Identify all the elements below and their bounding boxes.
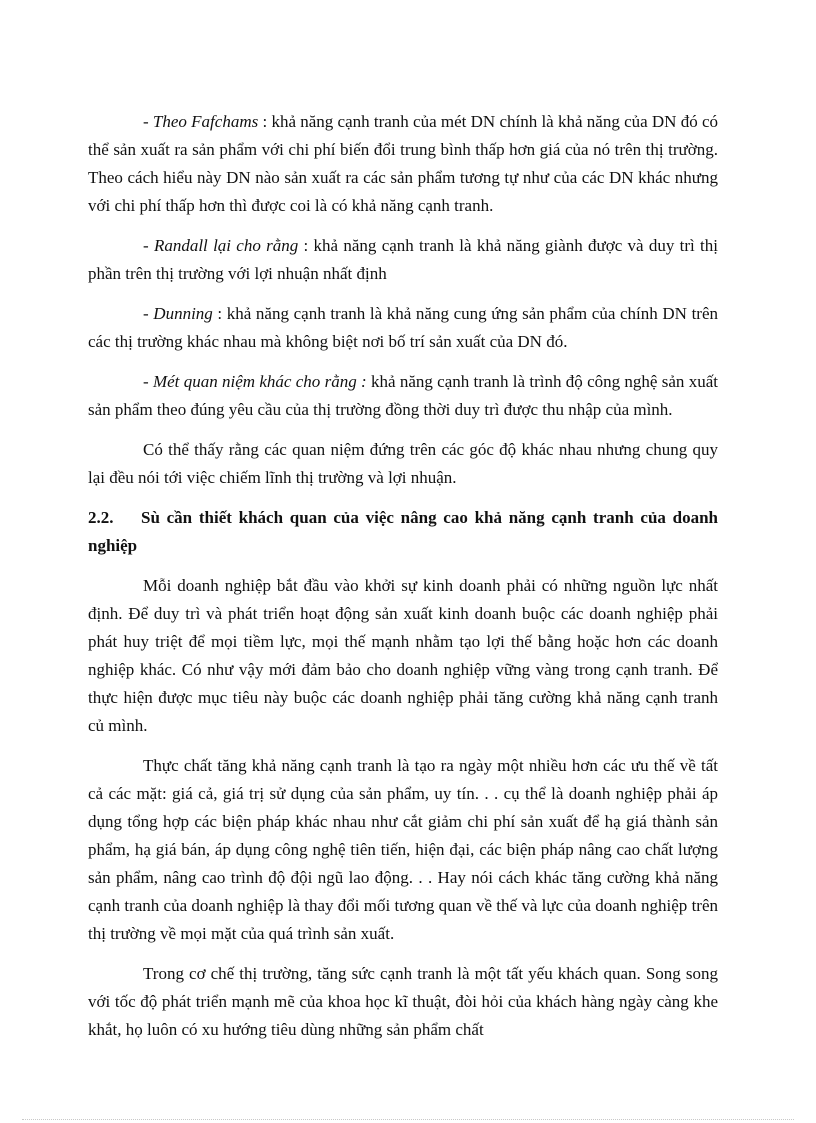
bullet-dash: - <box>143 372 153 391</box>
paragraph-dunning <box>88 300 718 356</box>
section-heading <box>88 504 718 560</box>
paragraph-text: khả năng cạnh tranh là trình độ công nghệ sản xuất sản phẩm theo đúng yêu cầu của thị trường đồng thời duy trì được thu nhập của mình. <box>88 372 718 419</box>
paragraph-fafchams <box>88 108 718 220</box>
paragraph-text: : khả năng cạnh tranh là khả năng cung ứng sản phẩm của chính DN trên các thị trường khác nhau mà không biệt nơi bố trí sản xuất của DN đó. <box>88 304 718 351</box>
paragraph-body-3: Trong cơ chế thị trường, tăng sức cạnh tranh là một tất yếu khách quan. Song song với tốc độ phát triển mạnh mẽ của khoa học kĩ thuật, đòi hỏi của khách hàng ngày càng khe khắt, họ luôn có xu hướng tiêu dùng những sản phẩm chất <box>88 964 718 1039</box>
paragraph-summary <box>88 436 718 492</box>
paragraph-randall <box>88 232 718 288</box>
page-bottom-dotted-rule <box>22 1119 794 1120</box>
paragraph-lead: Randall lại cho rằng <box>153 236 299 255</box>
bullet-dash: - <box>143 236 154 255</box>
paragraph-other-view <box>88 368 718 424</box>
paragraph-text: Có thể thấy rằng các quan niệm đứng trên các góc độ khác nhau nhưng chung quy lại đều nói tới việc chiếm lĩnh thị trường và lợi nhuận. <box>88 440 718 487</box>
bullet-dash: - <box>143 112 153 131</box>
bullet-dash: - <box>143 304 154 323</box>
paragraph-text: : khả năng cạnh tranh là khả năng giành được và duy trì thị phần trên thị trường với lợi nhuận nhất định <box>88 236 718 283</box>
document-page <box>88 108 718 1056</box>
paragraph-lead: Mét quan niệm khác cho rằng : <box>152 372 367 391</box>
section-title: Sù cần thiết khách quan của việc nâng cao khả năng cạnh tranh của doanh nghiệp <box>88 508 718 555</box>
paragraph-body-2: Thực chất tăng khả năng cạnh tranh là tạo ra ngày một nhiều hơn các ưu thế về tất cả các mặt: giá cả, giá trị sử dụng của sản phẩm, uy tín. . . cụ thể là doanh nghiệp phải áp dụng tổng hợp các biện pháp khác nhau như cắt giảm chi phí sản xuất để hạ giá thành sản phẩm, hạ giá bán, áp dụng công nghệ tiên tiến, hiện đại, các biện pháp nâng cao chất lượng sản phẩm, nâng cao trình độ đội ngũ lao động. . . Hay nói cách khác tăng cường khả năng cạnh tranh của doanh nghiệp là thay đổi mối tương quan về thế và lực của doanh nghiệp trên thị trường về mọi mặt của quá trình sản xuất. <box>88 756 718 943</box>
paragraph-lead: Theo Fafchams <box>152 112 259 131</box>
paragraph-body-1: Mỗi doanh nghiệp bắt đầu vào khởi sự kinh doanh phải có những nguồn lực nhất định. Để duy trì và phát triển hoạt động sản xuất kinh doanh buộc các doanh nghiệp phải phát huy triệt để mọi tiềm lực, mọi thế mạnh nhằm tạo lợi thế bằng hoặc hơn các doanh nghiệp khác. Có như vậy mới đảm bảo cho doanh nghiệp vững vàng trong cạnh tranh. Để thực hiện được mục tiêu này buộc các doanh nghiệp phải tăng cường khả năng cạnh tranh củ mình. <box>88 576 718 735</box>
paragraph-text: : khả năng cạnh tranh của mét DN chính là khả năng của DN đó có thể sản xuất ra sản phẩm với chi phí biến đổi trung bình thấp hơn giá của nó trên thị trường. Theo cách hiểu này DN nào sản xuất ra các sản phẩm tương tự như của các DN khác nhưng với chi phí thấp hơn thì được coi là có khả năng cạnh tranh. <box>88 112 719 215</box>
paragraph-lead: Dunning <box>153 304 213 323</box>
section-number: 2.2. <box>88 508 114 527</box>
